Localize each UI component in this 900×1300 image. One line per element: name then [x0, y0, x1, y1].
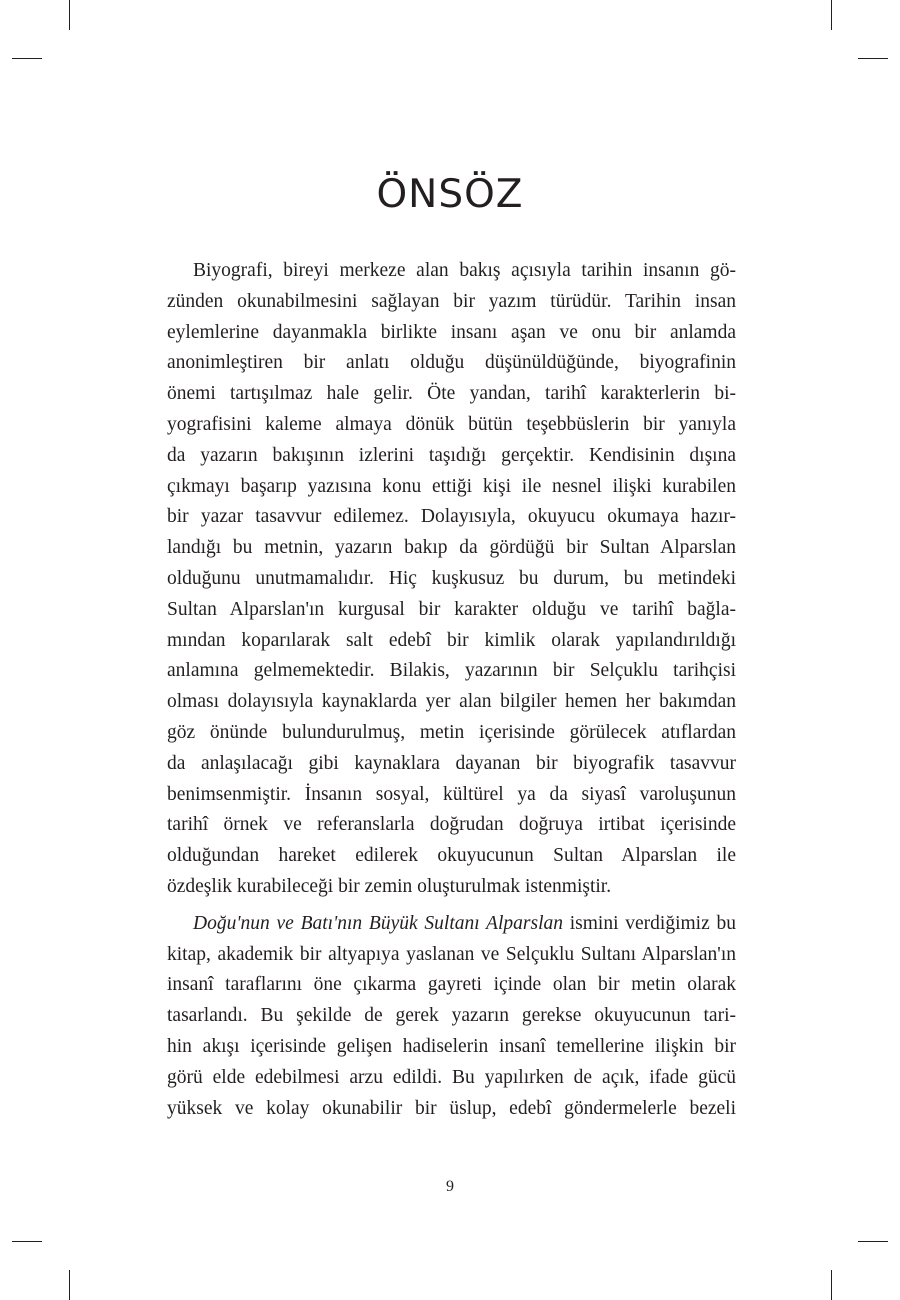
paragraph-line: olduğunu unutmamalıdır. Hiç kuşkusuz bu durum, bu metindeki [167, 567, 736, 589]
crop-mark-top-left [69, 0, 70, 30]
paragraph-line: insanî taraflarını öne çıkarma gayreti içinde olan bir metin olarak [167, 974, 736, 996]
body-text [167, 256, 736, 1124]
paragraph-line: özdeşlik kurabileceği bir zemin oluşturulmak istenmiştir. [167, 875, 612, 897]
paragraph-line: yografisini kaleme almaya dönük bütün teşebbüslerin bir yanıyla [167, 413, 736, 435]
paragraph-text: ismini verdiğimiz bu [562, 912, 736, 934]
paragraph-line: tarihî örnek ve referanslarla doğrudan doğruya irtibat içerisinde [167, 814, 736, 836]
paragraph-line: da yazarın bakışının izlerini taşıdığı gerçektir. Kendisinin dışına [167, 444, 736, 466]
paragraph-line: bir yazar tasavvur edilemez. Dolayısıyla, okuyucu okumaya hazır- [167, 506, 736, 528]
book-title: Doğu'nun ve Batı'nın Büyük Sultanı Alparslan [193, 912, 563, 934]
crop-mark-left-bottom [12, 1241, 42, 1242]
paragraph-line: benimsenmiştir. İnsanın sosyal, kültürel ya da siyasî varoluşunun [167, 783, 736, 805]
paragraph-line: göz önünde bulundurulmuş, metin içerisinde görülecek atıflardan [167, 721, 736, 743]
paragraph-line: tasarlandı. Bu şekilde de gerek yazarın gerekse okuyucunun tari- [167, 1005, 736, 1027]
paragraph-line: olması dolayısıyla kaynaklarda yer alan bilgiler hemen her bakımdan [167, 691, 736, 713]
paragraph-line: kitap, akademik bir altyapıya yaslanan ve Selçuklu Sultanı Alparslan'ın [167, 943, 736, 965]
paragraph-2 [167, 909, 736, 1125]
paragraph-line: da anlaşılacağı gibi kaynaklara dayanan bir biyografik tasavvur [167, 752, 736, 774]
paragraph-line: anlamına gelmemektedir. Bilakis, yazarının bir Selçuklu tarihçisi [167, 660, 736, 682]
paragraph-line: mından koparılarak salt edebî bir kimlik olarak yapılandırıldığı [167, 629, 736, 651]
crop-mark-top-right [831, 0, 832, 30]
paragraph-line [167, 909, 736, 940]
paragraph-line: önemi tartışılmaz hale gelir. Öte yandan, tarihî karakterlerin bi- [167, 383, 736, 405]
paragraph-line: hin akışı içerisinde gelişen hadiselerin insanî temellerine ilişkin bir [167, 1035, 736, 1057]
paragraph-line: Sultan Alparslan'ın kurgusal bir karakter olduğu ve tarihî bağla- [167, 598, 736, 620]
paragraph-line: landığı bu metnin, yazarın bakıp da gördüğü bir Sultan Alparslan [167, 537, 736, 559]
paragraph-1 [167, 256, 736, 903]
crop-mark-right-top [858, 58, 888, 59]
crop-mark-left-top [12, 58, 42, 59]
page-number: 9 [446, 1178, 454, 1195]
paragraph-line: Biyografi, bireyi merkeze alan bakış açısıyla tarihin insanın gö- [193, 260, 736, 281]
crop-mark-bottom-right [831, 1270, 832, 1300]
paragraph-line: eylemlerine dayanmakla birlikte insanı aşan ve onu bir anlamda [167, 321, 736, 343]
paragraph-line: zünden okunabilmesini sağlayan bir yazım türüdür. Tarihin insan [167, 290, 736, 312]
paragraph-line: çıkmayı başarıp yazısına konu ettiği kişi ile nesnel ilişki kurabilen [167, 475, 736, 497]
crop-mark-bottom-left [69, 1270, 70, 1300]
crop-mark-right-bottom [858, 1241, 888, 1242]
paragraph-line: olduğundan hareket edilerek okuyucunun Sultan Alparslan ile [167, 845, 736, 867]
paragraph-line: yüksek ve kolay okunabilir bir üslup, edebî göndermelerle bezeli [167, 1097, 736, 1119]
paragraph-line: anonimleştiren bir anlatı olduğu düşünüldüğünde, biyografinin [167, 352, 736, 374]
paragraph-line: görü elde edebilmesi arzu edildi. Bu yapılırken de açık, ifade gücü [167, 1066, 736, 1088]
page-title: ÖNSÖZ [376, 172, 524, 217]
